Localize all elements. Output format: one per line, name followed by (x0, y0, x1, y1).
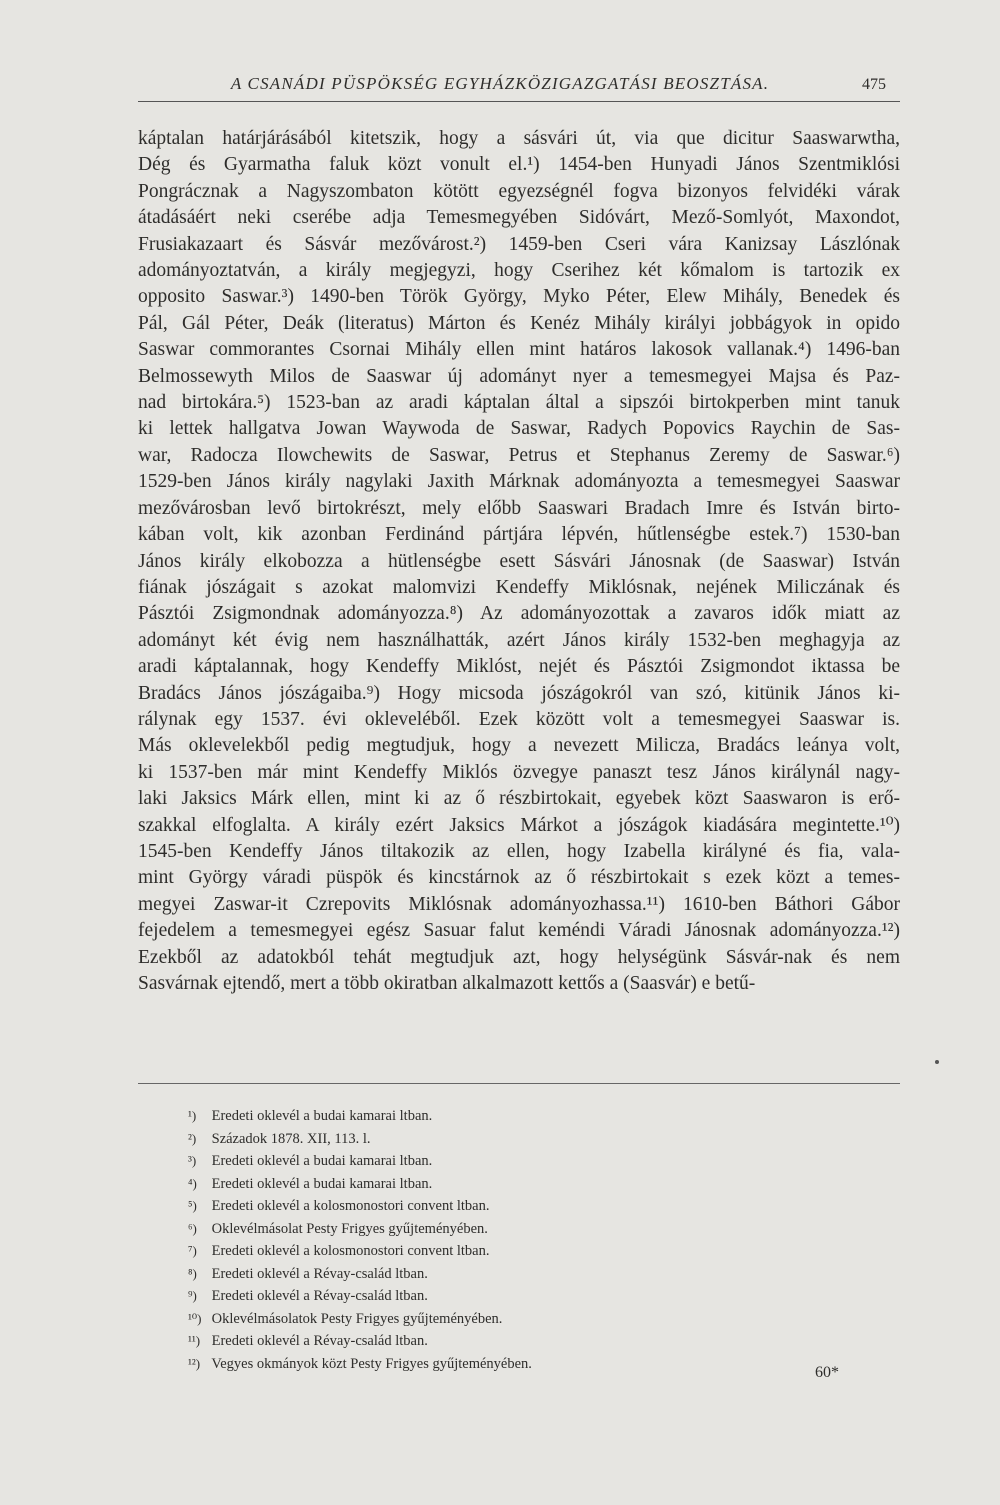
running-header-title: A CSANÁDI PÜSPÖKSÉG EGYHÁZKÖZIGAZGATÁSI BEOSZTÁSA. (230, 74, 770, 93)
text-line: megyei Zaswar-it Czrepovits Miklósnak adományozhassa.¹¹) 1610-ben Báthori Gábor (138, 893, 900, 915)
footnote-number: ¹²) (188, 1355, 201, 1371)
footnote-text: Eredeti oklevél a kolosmonostori convent ltban. (211, 1198, 490, 1214)
text-line: war, Radocza Ilowchewits de Saswar, Petrus et Stephanus Zeremy de Saswar.⁶) (138, 444, 900, 466)
text-line: fiának jószágait s azokat malomvizi Kendeffy Miklósnak, nejének Miliczának és (138, 576, 900, 598)
footnote-text: Eredeti oklevél a kolosmonostori convent ltban. (211, 1243, 490, 1259)
footnote-divider (138, 1083, 900, 1084)
footnote-number: ⁵) (188, 1198, 197, 1213)
text-line: átadásáért neki cserébe adja Temesmegyében Sidóvárt, Mező-Somlyót, Maxondot, (138, 207, 900, 229)
footnote (188, 1173, 788, 1196)
footnote-text: Oklevélmásolatok Pesty Frigyes gyűjteményében. (211, 1310, 503, 1327)
text-line: Pásztói Zsigmondnak adományozza.⁸) Az adományozottak a zavaros idők miatt az (138, 603, 900, 625)
text-line: 1545-ben Kendeffy János tiltakozik az ellen, hogy Izabella királyné és fia, vala- (138, 840, 900, 862)
text-line: rálynak egy 1537. évi okleveléből. Ezek között volt a temesmegyei Saaswar is. (138, 708, 900, 730)
footnote-text: Vegyes okmányok közt Pesty Frigyes gyűjteményében. (211, 1355, 532, 1372)
footnote-number: ⁶) (188, 1220, 197, 1236)
footnote-number: ⁸) (188, 1265, 197, 1281)
text-line: mezővárosban levő birtokrészt, mely előbb Saaswari Bradach Imre és István birto- (138, 497, 900, 519)
text-line: Ezekből az adatokból tehát megtudjuk azt, hogy helységünk Sásvár-nak és nem (138, 946, 900, 968)
text-line: adományoztatván, a király megjegyzi, hogy Cserihez két kőmalom is tartozik ex (138, 260, 900, 282)
text-line: laki Jaksics Márk ellen, mint ki az ő részbirtokait, egyebek közt Saaswaron is erő- (138, 788, 900, 810)
footnote (188, 1285, 788, 1308)
footnote (188, 1353, 788, 1376)
footnote (188, 1240, 788, 1263)
footnote (188, 1128, 788, 1151)
text-line: Más oklevelekből pedig megtudjuk, hogy a nevezett Milicza, Bradács leánya volt, (138, 735, 900, 757)
footnote-number: ¹⁰) (188, 1310, 202, 1326)
footnote (188, 1105, 788, 1128)
footnote-number: ¹¹) (188, 1333, 201, 1348)
footnotes (188, 1105, 788, 1375)
footnote (188, 1330, 788, 1353)
text-line: ki 1537-ben már mint Kendeffy Miklós özvegye panaszt tesz János királynál nagy- (138, 761, 900, 783)
footnote-text: Századok 1878. XII, 113. l. (211, 1130, 371, 1147)
footnote-number: ¹) (188, 1108, 197, 1123)
text-line: káptalan határjárásából kitetszik, hogy a sásvári út, via que dicitur Saaswarwtha, (138, 128, 900, 149)
text-line: 1529-ben János király nagylaki Jaxith Márknak adományozta a temesmegyei Saaswar (138, 471, 900, 493)
footnote-text: Oklevélmásolat Pesty Frigyes gyűjteményében. (211, 1220, 488, 1237)
footnote (188, 1308, 788, 1331)
footnote-text: Eredeti oklevél a budai kamarai ltban. (211, 1175, 433, 1192)
footnote (188, 1150, 788, 1173)
footnote-text: Eredeti oklevél a budai kamarai ltban. (211, 1153, 433, 1169)
footnote-text: Eredeti oklevél a Révay-család ltban. (211, 1333, 428, 1349)
footnote (188, 1195, 788, 1218)
print-speck (935, 1060, 939, 1064)
text-line: kában volt, kik azonban Ferdinánd pártjára lépvén, hűtlenségbe estek.⁷) 1530-ban (138, 524, 900, 546)
text-line: Frusiakazaart és Sásvár mezővárost.²) 1459-ben Cseri vára Kanizsay Lászlónak (138, 233, 900, 255)
footnote-number: ⁴) (188, 1175, 197, 1191)
text-line: nad birtokára.⁵) 1523-ban az aradi káptalan által a sipszói birtokperben mint tanuk (138, 392, 900, 414)
footnote-text: Eredeti oklevél a budai kamarai ltban. (211, 1108, 433, 1124)
text-line: Pál, Gál Péter, Deák (literatus) Márton és Kenéz Mihály királyi jobbágyok in opido (138, 312, 900, 334)
footnote-number: ⁹) (188, 1288, 197, 1303)
text-line: mint György váradi püspök és kincstárnok az ő részbirtokait s ezek közt a temes- (138, 867, 900, 889)
text-line: Belmossewyth Milos de Saaswar új adományt nyer a temesmegyei Majsa és Paz- (138, 365, 900, 387)
footnote (188, 1218, 788, 1241)
main-text (138, 126, 900, 997)
text-line: ki lettek hallgatva Jowan Waywoda de Saswar, Radych Popovics Raychin de Sas- (138, 418, 900, 440)
text-line: Sasvárnak ejtendő, mert a több okiratban alkalmazott kettős a (Saasvár) e betű- (138, 973, 756, 994)
footnote-number: ²) (188, 1130, 197, 1146)
footnote (188, 1263, 788, 1286)
text-line: Dég és Gyarmatha faluk közt vonult el.¹) 1454-ben Hunyadi János Szentmiklósi (138, 154, 900, 176)
footnote-text: Eredeti oklevél a Révay-család ltban. (211, 1288, 428, 1304)
text-line: fejedelem a temesmegyei egész Sasuar falut keméndi Váradi Jánosnak adományozza.¹²) (138, 920, 900, 942)
text-line: opposito Saswar.³) 1490-ben Török György, Myko Péter, Elew Mihály, Benedek és (138, 286, 900, 308)
text-line: Pongrácznak a Nagyszombaton kötött egyezségnél fogva bizonyos felvidéki várak (138, 180, 900, 202)
text-line: János király elkobozza a hütlenségbe esett Sásvári Jánosnak (de Saaswar) István (138, 550, 900, 572)
text-line: aradi káptalannak, hogy Kendeffy Miklóst, nejét és Pásztói Zsigmondot iktassa be (138, 656, 900, 678)
footnote-number: ⁷) (188, 1243, 197, 1258)
text-line: Saswar commorantes Csornai Mihály ellen mint határos lakosok vallanak.⁴) 1496-ban (138, 339, 900, 361)
signature-mark: 60* (815, 1364, 839, 1381)
page-number: 475 (862, 76, 886, 93)
footnote-number: ³) (188, 1153, 197, 1168)
text-line: Bradács János jószágaiba.⁹) Hogy micsoda jószágokról van szó, kitünik János ki- (138, 682, 900, 704)
text-line: szakkal elfoglalta. A király ezért Jaksics Márkot a jószágok kiadására megintette.¹⁰) (138, 814, 900, 836)
header-divider (138, 101, 900, 102)
footnote-text: Eredeti oklevél a Révay-család ltban. (211, 1265, 428, 1282)
text-line: adományt két évig nem használhatták, azért János király 1532-ben meghagyja az (138, 629, 900, 651)
